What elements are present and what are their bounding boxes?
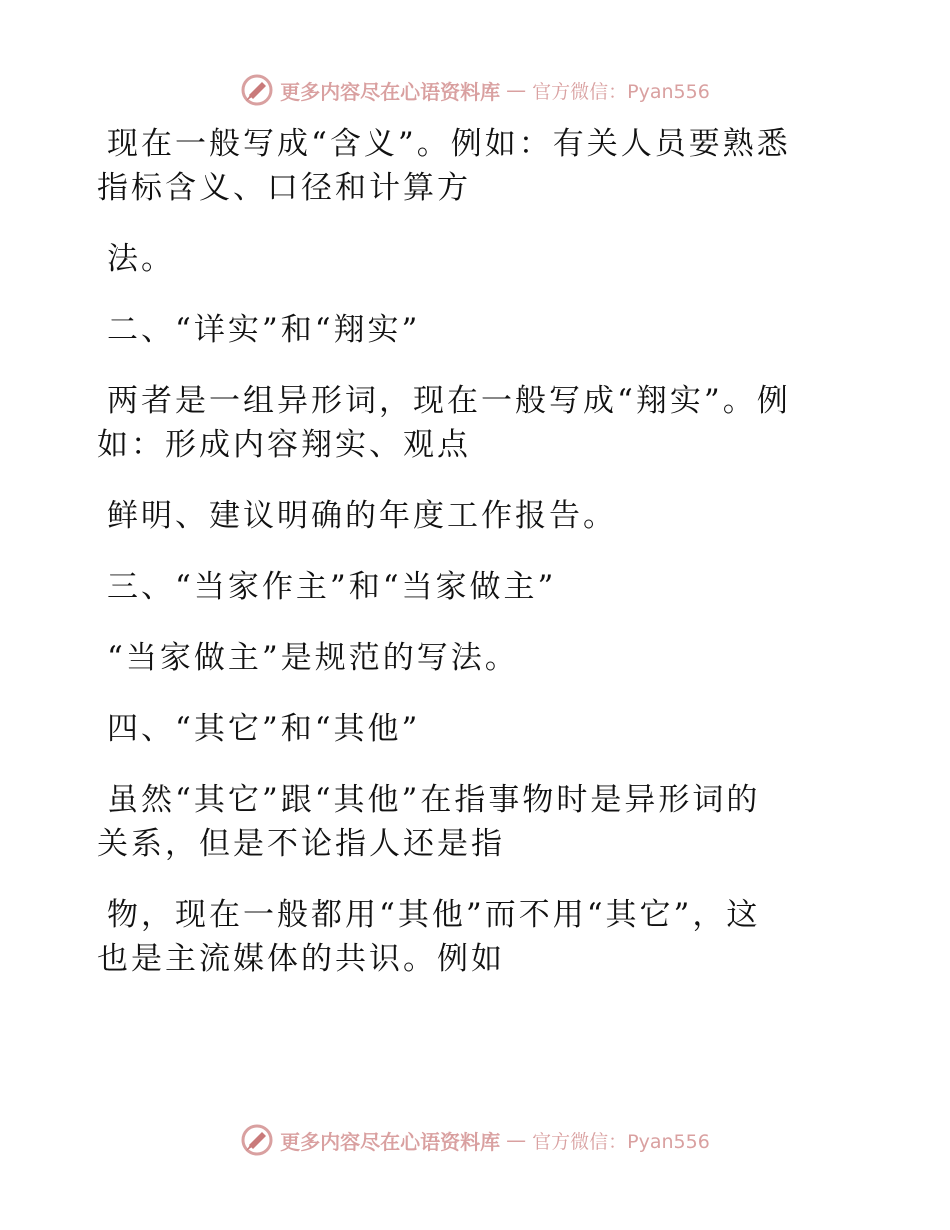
section-heading [97,565,837,609]
brand-logo-icon [240,73,274,107]
paragraph-line: 两者是一组异形词，现在一般写成“翔实”。例 [107,383,791,419]
paragraph-line: 法。 [107,241,175,277]
paragraph-line: 二、“详实”和“翔实” [107,312,421,348]
paragraph-line: “当家做主”是规范的写法。 [107,640,519,676]
paragraph-line: 也是主流媒体的共识。例如 [97,941,505,977]
paragraph-line: 物，现在一般都用“其他”而不用“其它”，这 [107,897,761,933]
paragraph-line: 指标含义、口径和计算方 [97,170,471,206]
banner-separator: — [506,78,527,102]
banner-separator: — [506,1128,527,1152]
footer-banner [0,1120,950,1160]
section-heading [97,308,837,352]
paragraph [97,636,837,680]
banner-brand-text: 更多内容尽在心语资料库 [280,1129,501,1154]
section-heading [97,707,837,751]
paragraph-line: 虽然“其它”跟“其他”在指事物时是异形词的 [107,782,761,818]
paragraph [97,494,837,538]
paragraph [97,893,837,981]
paragraph [97,778,837,866]
paragraph-line: 现在一般写成“含义”。例如：有关人员要熟悉 [107,126,791,162]
paragraph [97,379,837,467]
paragraph [97,237,837,281]
paragraph-line: 四、“其它”和“其他” [107,711,421,747]
header-banner [0,70,950,110]
paragraph-line: 关系，但是不论指人还是指 [97,826,505,862]
paragraph [97,122,837,210]
document-body [97,122,837,981]
banner-contact-text: 官方微信：Pyan556 [532,80,710,103]
banner-brand-text: 更多内容尽在心语资料库 [280,79,501,104]
banner-contact-text: 官方微信：Pyan556 [532,1130,710,1153]
paragraph-line: 如：形成内容翔实、观点 [97,427,471,463]
paragraph-line: 鲜明、建议明确的年度工作报告。 [107,498,617,534]
brand-logo-icon [240,1123,274,1157]
paragraph-line: 三、“当家作主”和“当家做主” [107,569,557,605]
